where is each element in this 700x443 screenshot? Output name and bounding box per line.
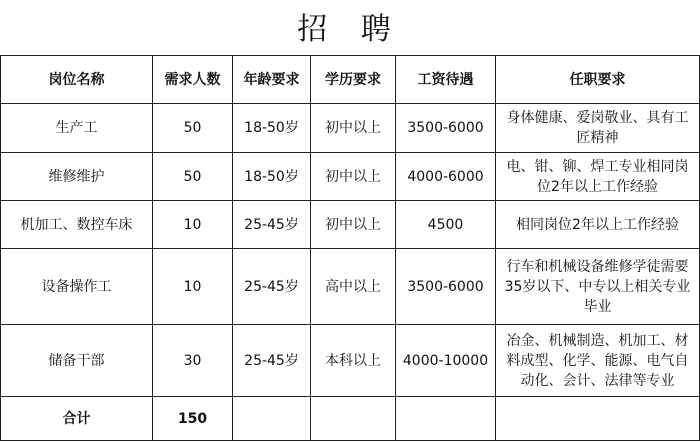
table-row — [1, 325, 700, 397]
cell-age: 25-45岁 — [233, 201, 311, 249]
table-header-row — [1, 56, 700, 104]
header-requirements: 任职要求 — [496, 56, 700, 104]
header-count: 需求人数 — [153, 56, 233, 104]
cell-age: 18-50岁 — [233, 104, 311, 153]
header-education: 学历要求 — [311, 56, 396, 104]
cell-age: 18-50岁 — [233, 153, 311, 201]
cell-count: 50 — [153, 153, 233, 201]
total-row — [1, 397, 700, 441]
cell-salary: 3500-6000 — [396, 249, 496, 325]
table-row — [1, 201, 700, 249]
total-count: 150 — [153, 397, 233, 441]
cell-count: 10 — [153, 201, 233, 249]
table-row — [1, 249, 700, 325]
total-label: 合计 — [1, 397, 153, 441]
cell-count: 50 — [153, 104, 233, 153]
cell-position: 维修维护 — [1, 153, 153, 201]
recruitment-table — [0, 55, 700, 441]
cell-position: 机加工、数控车床 — [1, 201, 153, 249]
cell-position: 生产工 — [1, 104, 153, 153]
page-title: 招 聘 — [297, 12, 403, 47]
cell-education: 初中以上 — [311, 104, 396, 153]
cell-requirements: 冶金、机械制造、机加工、材料成型、化学、能源、电气自动化、会计、法律等专业 — [496, 325, 700, 397]
empty-cell — [233, 397, 311, 441]
cell-age: 25-45岁 — [233, 325, 311, 397]
cell-requirements: 电、钳、铆、焊工专业相同岗位2年以上工作经验 — [496, 153, 700, 201]
cell-salary: 3500-6000 — [396, 104, 496, 153]
cell-education: 初中以上 — [311, 153, 396, 201]
cell-requirements: 身体健康、爱岗敬业、具有工匠精神 — [496, 104, 700, 153]
cell-education: 初中以上 — [311, 201, 396, 249]
empty-cell — [396, 397, 496, 441]
cell-requirements: 相同岗位2年以上工作经验 — [496, 201, 700, 249]
cell-count: 10 — [153, 249, 233, 325]
cell-age: 25-45岁 — [233, 249, 311, 325]
cell-education: 本科以上 — [311, 325, 396, 397]
cell-position: 设备操作工 — [1, 249, 153, 325]
table-row — [1, 153, 700, 201]
cell-count: 30 — [153, 325, 233, 397]
cell-salary: 4500 — [396, 201, 496, 249]
header-age: 年龄要求 — [233, 56, 311, 104]
cell-education: 高中以上 — [311, 249, 396, 325]
header-position: 岗位名称 — [1, 56, 153, 104]
cell-requirements: 行车和机械设备维修学徒需要35岁以下、中专以上相关专业毕业 — [496, 249, 700, 325]
cell-salary: 4000-6000 — [396, 153, 496, 201]
header-salary: 工资待遇 — [396, 56, 496, 104]
table-row — [1, 104, 700, 153]
cell-salary: 4000-10000 — [396, 325, 496, 397]
empty-cell — [311, 397, 396, 441]
cell-position: 储备干部 — [1, 325, 153, 397]
empty-cell — [496, 397, 700, 441]
